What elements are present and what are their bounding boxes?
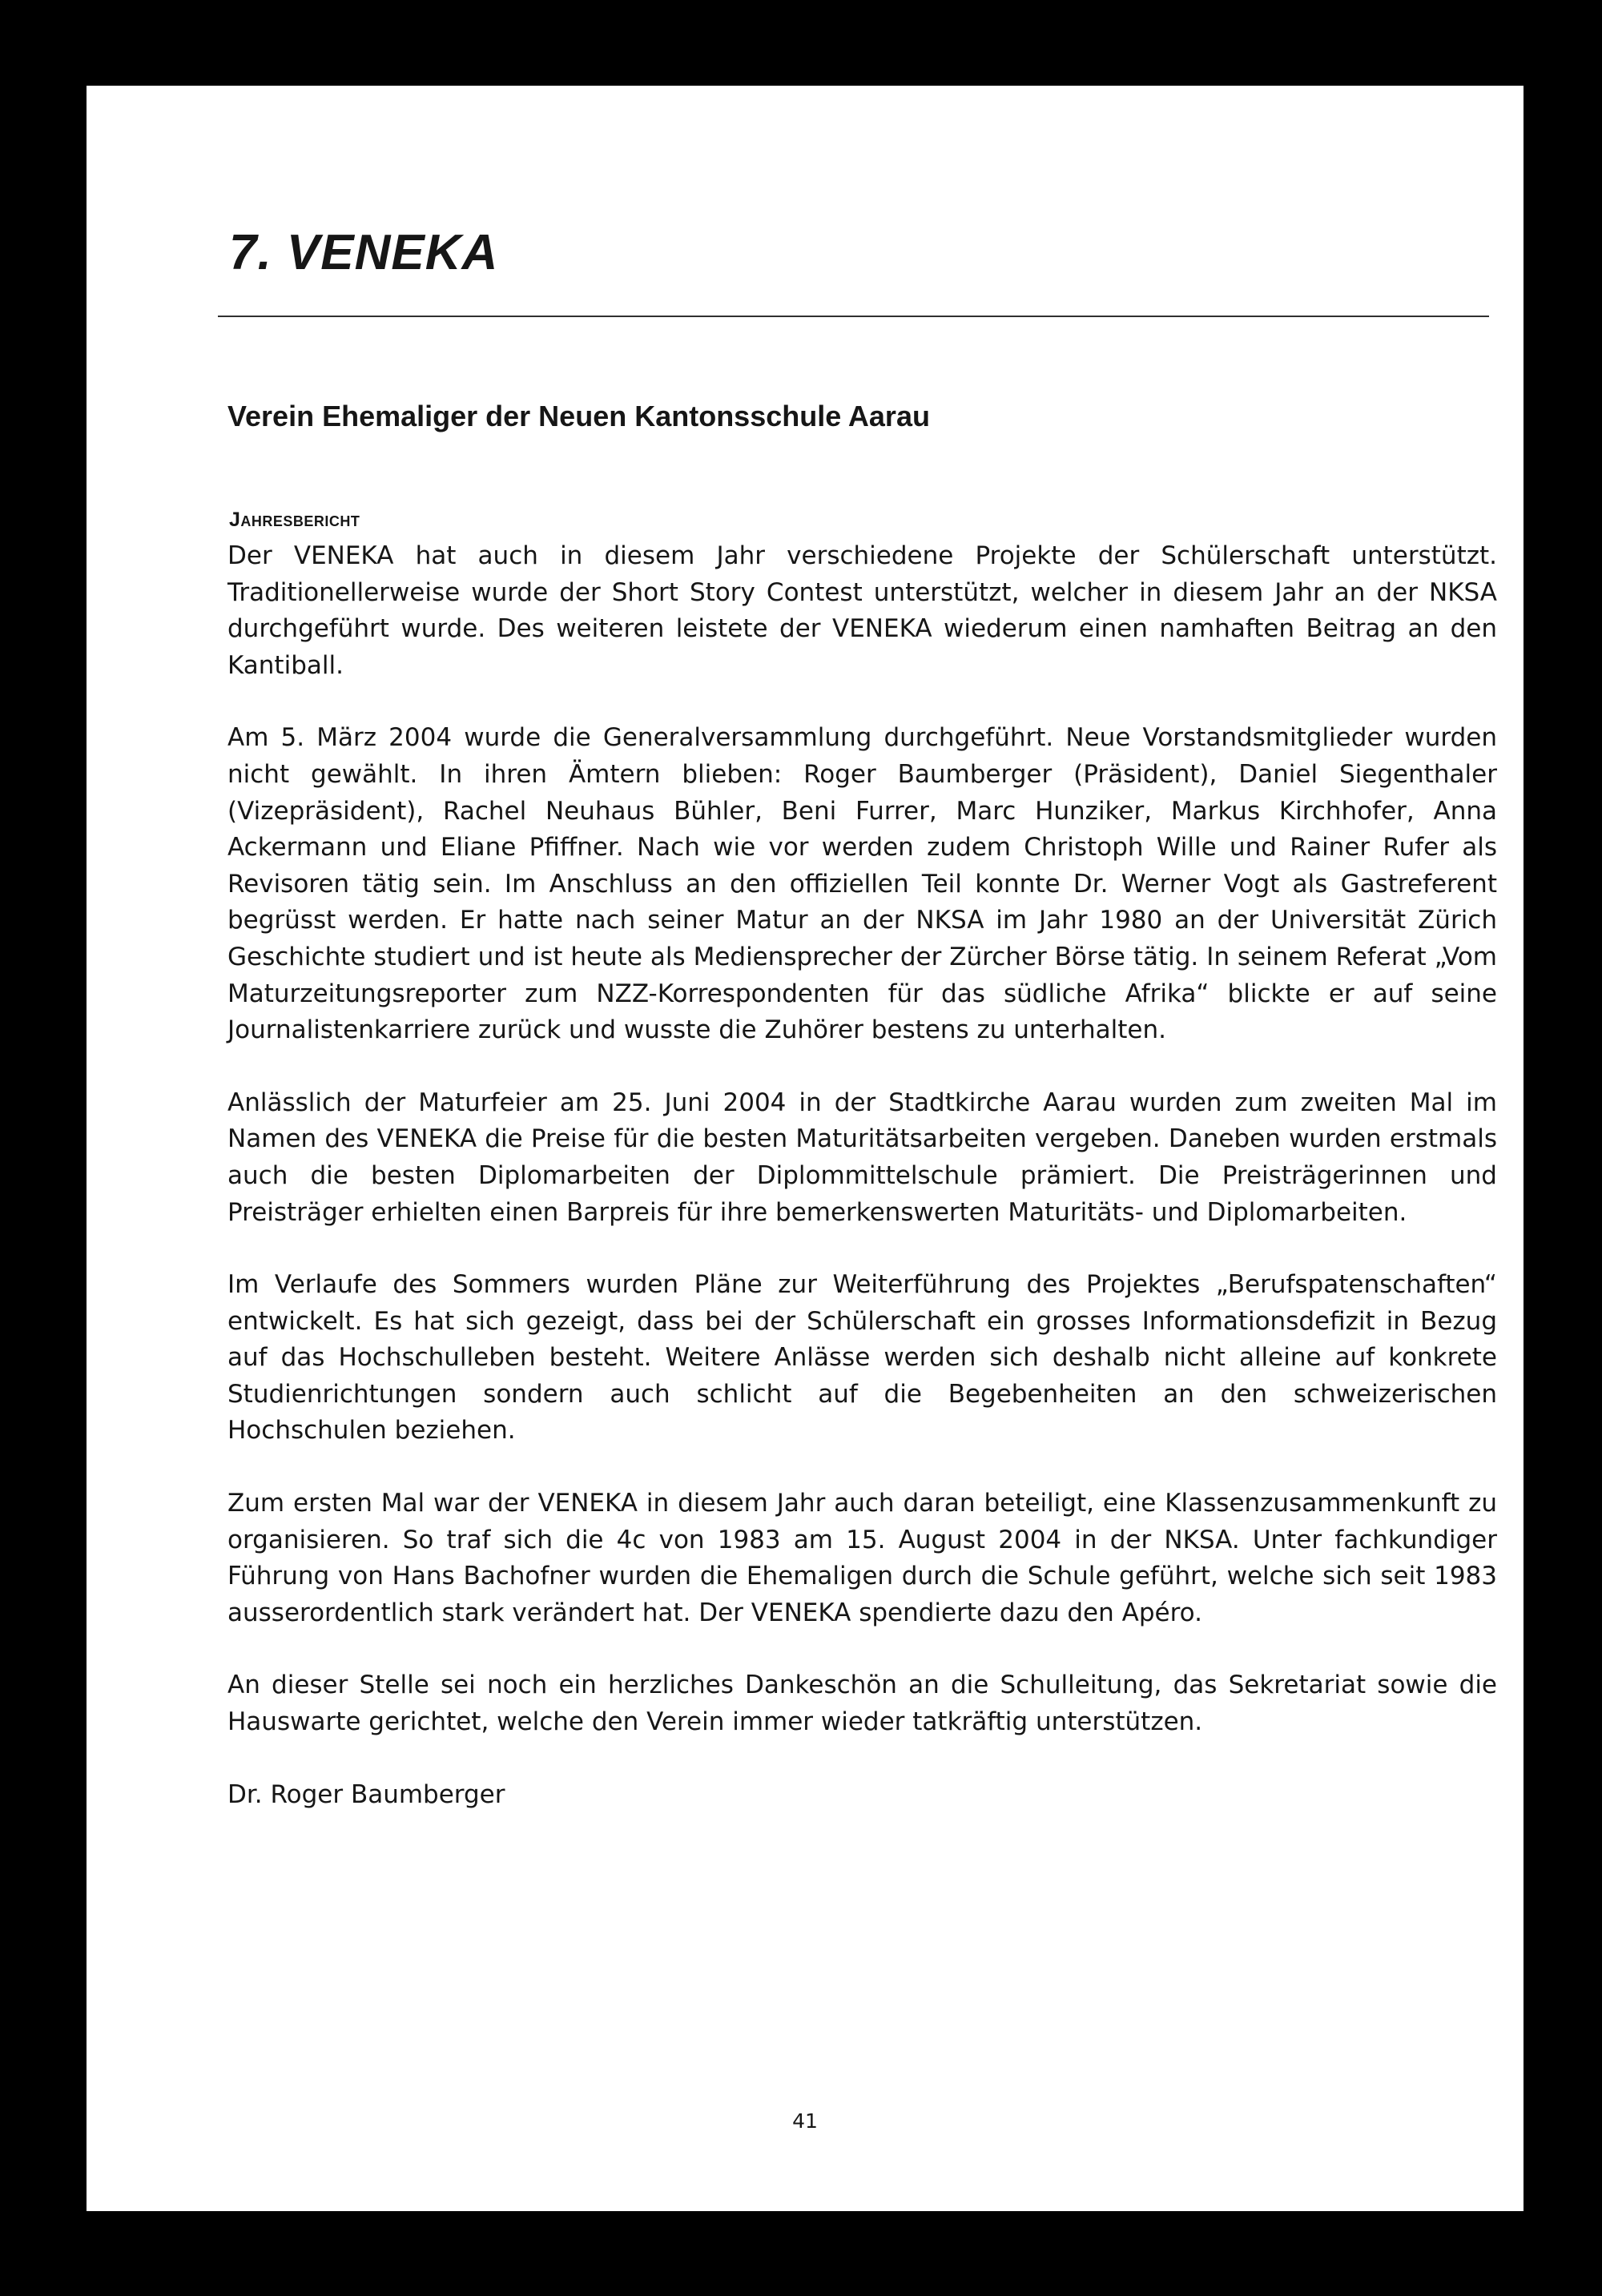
signature: Dr. Roger Baumberger xyxy=(227,1779,505,1809)
subtitle: Verein Ehemaliger der Neuen Kantonsschule Aarau xyxy=(227,400,930,432)
chapter-title: 7. VENEKA xyxy=(229,225,499,280)
document-page xyxy=(87,86,1524,2211)
paragraph-general-assembly: Am 5. März 2004 wurde die Generalversammlung durchgeführt. Neue Vorstandsmitglieder wurden nicht gewählt. In ihren Ämtern blieben: Roger Baumberger (Präsident), Daniel Siegenthaler (Vizepräsident), Rachel Neuhaus Bühler, Beni Furrer, Marc Hunziker, Markus Kirchhofer, Anna Ackermann und Eliane Pfiffner. Nach wie vor werden zudem Christoph Wille und Rainer Rufer als Revisoren tätig sein. Im Anschluss an den offiziellen Teil konnte Dr. Werner Vogt als Gastreferent begrüsst werden. Er hatte nach seiner Matur an der NKSA im Jahr 1980 an der Universität Zürich Geschichte studiert und ist heute als Mediensprecher der Zürcher Börse tätig. In seinem Referat „Vom Maturzeitungsreporter zum NZZ-Korrespondenten für das südliche Afrika“ blickte er auf seine Journalistenkarriere zurück und wusste die Zuhörer bestens zu unterhalten. xyxy=(227,723,1497,1045)
section-label: Jahresbericht xyxy=(229,509,360,531)
title-divider xyxy=(218,316,1489,317)
paragraph-projects: Der VENEKA hat auch in diesem Jahr verschiedene Projekte der Schülerschaft unterstützt. Traditionellerweise wurde der Short Story Contest unterstützt, welcher in diesem Jahr an der NKSA durchgeführt wurde. Des weiteren leistete der VENEKA wiederum einen namhaften Beitrag an den Kantiball. xyxy=(227,541,1497,680)
paragraph-maturity-awards: Anlässlich der Maturfeier am 25. Juni 2004 in der Stadtkirche Aarau wurden zum zweiten Mal im Namen des VENEKA die Preise für die besten Maturitätsarbeiten vergeben. Daneben wurden erstmals auch die besten Diplomarbeiten der Diplommittelschule prämiert. Die Preisträgerinnen und Preisträger erhielten einen Barpreis für ihre bemerkenswerten Maturitäts- und Diplomarbeiten. xyxy=(227,1088,1497,1227)
page-number: 41 xyxy=(792,2109,818,2133)
paragraph-class-reunion: Zum ersten Mal war der VENEKA in diesem Jahr auch daran beteiligt, eine Klassenzusammenkunft zu organisieren. So traf sich die 4c von 1983 am 15. August 2004 in der NKSA. Unter fachkundiger Führung von Hans Bachofner wurden die Ehemaligen durch die Schule geführt, welche sich seit 1983 ausserordentlich stark verändert hat. Der VENEKA spendierte dazu den Apéro. xyxy=(227,1489,1497,1627)
paragraph-thanks: An dieser Stelle sei noch ein herzliches Dankeschön an die Schulleitung, das Sekretariat sowie die Hauswarte gerichtet, welche den Verein immer wieder tatkräftig unterstützen. xyxy=(227,1671,1497,1737)
report-body xyxy=(227,538,1497,1813)
paragraph-mentorship: Im Verlaufe des Sommers wurden Pläne zur Weiterführung des Projektes „Berufspatenschaften“ entwickelt. Es hat sich gezeigt, dass bei der Schülerschaft ein grosses Informationsdefizit in Bezug auf das Hochschulleben besteht. Weitere Anlässe werden sich deshalb nicht alleine auf konkrete Studienrichtungen sondern auch schlicht auf die Begebenheiten an den schweizerischen Hochschulen beziehen. xyxy=(227,1270,1497,1446)
